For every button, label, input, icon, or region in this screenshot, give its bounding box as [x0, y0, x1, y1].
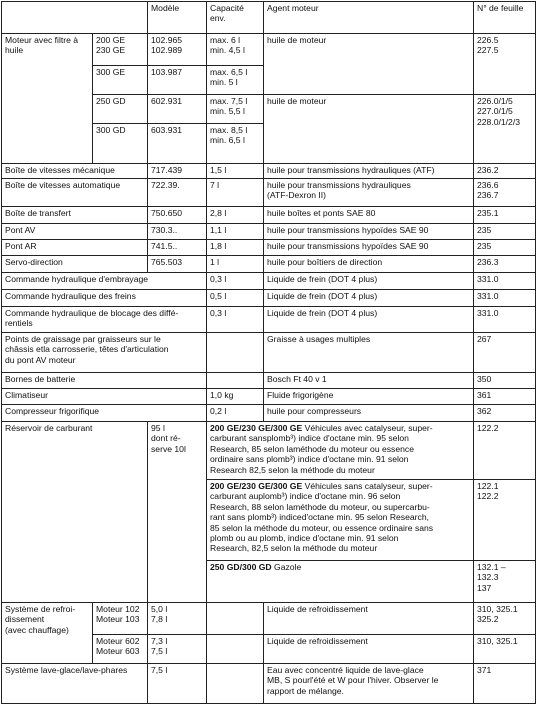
table-row-pontar: [2, 240, 536, 256]
label-servo: Servo-direction: [2, 256, 148, 273]
table-row-laveglace: [2, 664, 536, 704]
agent-moteur-diesel: huile de moteur: [264, 95, 474, 164]
label-embrayage: Commande hydraulique d'embrayage: [2, 273, 207, 290]
label-pontar: Pont AR: [2, 240, 148, 256]
cap-embrayage: 0,3 l: [207, 273, 264, 290]
engine-602-603: Moteur 602 Moteur 603: [93, 635, 148, 664]
sheet-freins: 331.0: [474, 290, 536, 307]
reservoir-text-3: Gazole: [271, 562, 302, 572]
agent-reservoir-diesel: [207, 561, 474, 603]
label-moteur: Moteur avec filtre à huile: [2, 34, 93, 164]
sheet-graissage: 267: [474, 333, 536, 373]
model-602: 602.931: [148, 95, 207, 124]
table-row-moteur-1: [2, 34, 536, 66]
table-row-reservoir-1: [2, 422, 536, 480]
variant-300-gd: 300 GD: [93, 124, 148, 164]
agent-bvm: huile pour transmissions hydrauliques (ATF): [264, 164, 474, 179]
model-bva: 722.39.: [148, 179, 207, 207]
cap-compresseur: 0,2 l: [207, 405, 264, 422]
reservoir-text-2: Véhicules sans catalyseur, super- carburant auplomb³) indice d'octane min. 96 selon Research, 88 selon laméthode du moteur, ou supercarbu- rant sans plomb³) indiced'octane min. 95 selon Research, 85 selon la méthode du moteur, ou essence ordinaire sans plomb ou au plomb, indice d'octane min. 91 selon Research, 82,5 selon la méthode du moteur: [210, 481, 434, 554]
agent-embrayage: Liquide de frein (DOT 4 plus): [264, 273, 474, 290]
agent-transfert: huile boîtes et ponts SAE 80: [264, 207, 474, 224]
label-transfert: Boîte de transfert: [2, 207, 148, 224]
label-blocage: Commande hydraulique de blocage des diffé- rentiels: [2, 307, 207, 333]
fluids-capacity-table: [1, 1, 536, 704]
label-clim: Climatiseur: [2, 389, 207, 405]
cap-graissage: [207, 333, 264, 373]
model-102: 102.965 102.989: [148, 34, 207, 66]
model-servo: 765.503: [148, 256, 207, 273]
cap-servo: 1 l: [207, 256, 264, 273]
agent-moteur-essence: huile de moteur: [264, 34, 474, 95]
cap-bva: 7 l: [207, 179, 264, 207]
sheet-laveglace: 371: [474, 664, 536, 704]
cap-reservoir: 95 l dont ré- serve 10l: [148, 422, 207, 603]
sheet-reservoir-3: 132.1 – 132.3 137: [474, 561, 536, 603]
table-row-bva: [2, 179, 536, 207]
variant-250-gd: 250 GD: [93, 95, 148, 124]
model-pontar: 741.5..: [148, 240, 207, 256]
agent-reservoir-catalyseur: [207, 422, 474, 480]
label-bvm: Boîte de vitesses mécanique: [2, 164, 148, 179]
agent-refroid-2: Liquide de refroidissement: [264, 635, 474, 664]
agent-pontar: huile pour transmissions hypoïdes SAE 90: [264, 240, 474, 256]
agent-graissage: Graisse à usages multiples: [264, 333, 474, 373]
sheet-servo: 236.3: [474, 256, 536, 273]
cap-103: max. 6,5 l min. 5 l: [207, 66, 264, 95]
table-header-row: [2, 2, 536, 34]
sheet-moteur-essence: 226.5 227.5: [474, 34, 536, 95]
label-bva: Boîte de vitesses automatique: [2, 179, 148, 207]
cap-refroid-2: 7,3 l 7,5 l: [148, 635, 207, 664]
cap-pontar: 1,8 l: [207, 240, 264, 256]
reservoir-models-1: 200 GE/230 GE/300 GE: [210, 423, 303, 433]
table-row-transfert: [2, 207, 536, 224]
agent-compresseur: huile pour compresseurs: [264, 405, 474, 422]
sheet-moteur-diesel: 226.0/1/5 227.0/1/5 228.0/1/2/3: [474, 95, 536, 164]
sheet-pontar: 235: [474, 240, 536, 256]
sheet-compresseur: 362: [474, 405, 536, 422]
refroid-blank-1: [207, 603, 264, 635]
sheet-refroid-1: 310, 325.1 325.2: [474, 603, 536, 635]
sheet-bva: 236.6 236.7: [474, 179, 536, 207]
label-graissage: Points de graissage par graisseurs sur le châssis etla carrosserie, têtes d'articulation du pont AV moteur: [2, 333, 207, 373]
sheet-reservoir-2: 122.1 122.2: [474, 480, 536, 561]
table-row-graissage: [2, 333, 536, 373]
sheet-clim: 361: [474, 389, 536, 405]
label-laveglace: Système lave-glace/lave-phares: [2, 664, 148, 704]
sheet-pontav: 235: [474, 224, 536, 240]
cap-603: max. 8,5 l min. 6,5 l: [207, 124, 264, 164]
agent-refroid-1: Liquide de refroidissement: [264, 603, 474, 635]
label-bornes: Bornes de batterie: [2, 373, 207, 389]
header-blank-cell: [2, 2, 148, 34]
agent-blocage: Liquide de frein (DOT 4 plus): [264, 307, 474, 333]
table-row-refroid-1: [2, 603, 536, 635]
laveglace-blank: [207, 664, 264, 704]
label-refroid: Système de refroi- dissement (avec chauffage): [2, 603, 93, 664]
sheet-embrayage: 331.0: [474, 273, 536, 290]
cap-laveglace: 7,5 l: [148, 664, 207, 704]
label-reservoir: Réservoir de carburant: [2, 422, 148, 603]
model-pontav: 730.3..: [148, 224, 207, 240]
agent-laveglace: Eau avec concentré liquide de lave-glace MB, S pourl'été et W pour l'hiver. Observer le rapport de mélange.: [264, 664, 474, 704]
label-pontav: Pont AV: [2, 224, 148, 240]
agent-pontav: huile pour transmissions hypoïdes SAE 90: [264, 224, 474, 240]
reservoir-models-2: 200 GE/230 GE/300 GE: [210, 481, 303, 491]
model-transfert: 750.650: [148, 207, 207, 224]
reservoir-models-3: 250 GD/300 GD: [210, 562, 272, 572]
table-row-pontav: [2, 224, 536, 240]
agent-clim: Fluide frigorigène: [264, 389, 474, 405]
agent-bva: huile pour transmissions hydrauliques (ATF-Dexron II): [264, 179, 474, 207]
cap-blocage: 0,3 l: [207, 307, 264, 333]
variant-300-ge: 300 GE: [93, 66, 148, 95]
cap-pontav: 1,1 l: [207, 224, 264, 240]
table-row-bornes: [2, 373, 536, 389]
cap-transfert: 2,8 l: [207, 207, 264, 224]
refroid-blank-2: [207, 635, 264, 664]
header-capacite: Capacité env.: [207, 2, 264, 34]
model-103: 103.987: [148, 66, 207, 95]
sheet-bornes: 350: [474, 373, 536, 389]
agent-bornes: Bosch Ft 40 v 1: [264, 373, 474, 389]
cap-refroid-1: 5,0 l 7,8 l: [148, 603, 207, 635]
table-row-bvm: [2, 164, 536, 179]
label-compresseur: Compresseur frigorifique: [2, 405, 207, 422]
model-bvm: 717.439: [148, 164, 207, 179]
header-agent: Agent moteur: [264, 2, 474, 34]
label-freins: Commande hydraulique des freins: [2, 290, 207, 307]
sheet-refroid-2: 310, 325.1: [474, 635, 536, 664]
variant-200-230-ge: 200 GE 230 GE: [93, 34, 148, 66]
table-row-blocage: [2, 307, 536, 333]
header-feuille: N° de feuille: [474, 2, 536, 34]
model-603: 603.931: [148, 124, 207, 164]
sheet-reservoir-1: 122.2: [474, 422, 536, 480]
engine-102-103: Moteur 102 Moteur 103: [93, 603, 148, 635]
reservoir-text-1: Véhicules avec catalyseur, super- carburant sansplomb³) indice d'octane min. 95 selon Research, 85 selon laméthode du moteur ou essence ordinaire sans plomb³) indice d'octane min. 91 selon Research 82,5 selon la méthode du moteur: [210, 423, 433, 475]
agent-servo: huile pour boîtiers de direction: [264, 256, 474, 273]
table-row-embrayage: [2, 273, 536, 290]
sheet-blocage: 331.0: [474, 307, 536, 333]
cap-bornes: [207, 373, 264, 389]
table-row-freins: [2, 290, 536, 307]
agent-freins: Liquide de frein (DOT 4 plus): [264, 290, 474, 307]
table-row-servo: [2, 256, 536, 273]
cap-102: max. 6 l min. 4,5 l: [207, 34, 264, 66]
table-row-clim: [2, 389, 536, 405]
agent-reservoir-sans-catalyseur: [207, 480, 474, 561]
cap-clim: 1,0 kg: [207, 389, 264, 405]
table-row-compresseur: [2, 405, 536, 422]
cap-602: max. 7,5 l min. 5,5 l: [207, 95, 264, 124]
cap-bvm: 1,5 l: [207, 164, 264, 179]
sheet-bvm: 236.2: [474, 164, 536, 179]
cap-freins: 0,5 l: [207, 290, 264, 307]
sheet-transfert: 235.1: [474, 207, 536, 224]
header-modele: Modèle: [148, 2, 207, 34]
